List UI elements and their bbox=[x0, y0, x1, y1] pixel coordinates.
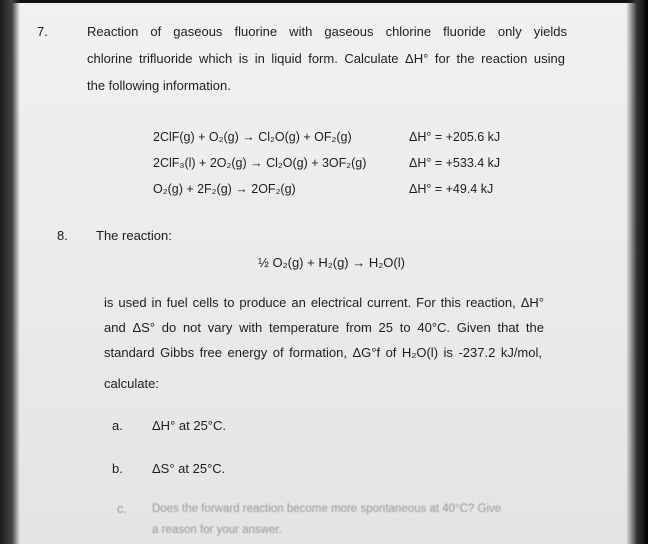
equation-2: 2ClF₃(l) + 2O₂(g) → Cl₂O(g) + 3OF₂(g) bbox=[153, 156, 367, 170]
part-c-text-line-2: a reason for your answer. bbox=[152, 524, 282, 536]
part-b-label: b. bbox=[112, 461, 123, 476]
question-7-line-1: Reaction of gaseous fluorine with gaseous chlorine fluoride only yields bbox=[87, 24, 567, 39]
question-8-paragraph-line-4: calculate: bbox=[104, 376, 159, 391]
question-8-intro: The reaction: bbox=[96, 228, 172, 243]
part-b-text: ΔS° at 25°C. bbox=[152, 461, 226, 476]
equation-2-enthalpy: ΔH° = +533.4 kJ bbox=[409, 156, 501, 170]
equation-1: 2ClF(g) + O₂(g) → Cl₂O(g) + OF₂(g) bbox=[153, 130, 352, 144]
page-edge-left bbox=[0, 0, 20, 544]
equation-1-enthalpy: ΔH° = +205.6 kJ bbox=[409, 130, 501, 144]
equation-3-enthalpy: ΔH° = +49.4 kJ bbox=[409, 182, 494, 196]
part-a-label: a. bbox=[112, 418, 123, 433]
equation-3: O₂(g) + 2F₂(g) → 2OF₂(g) bbox=[153, 182, 296, 196]
question-8-paragraph-line-3: standard Gibbs free energy of formation, ΔG°f of H₂O(l) is -237.2 kJ/mol, bbox=[104, 345, 542, 360]
part-a-text: ΔH° at 25°C. bbox=[152, 418, 226, 433]
part-c-text-line-1: Does the forward reaction become more spontaneous at 40°C? Give bbox=[152, 503, 502, 515]
question-7-line-2: chlorine trifluoride which is in liquid form. Calculate ΔH° for the reaction using bbox=[87, 51, 565, 66]
part-c-label: c. bbox=[117, 501, 128, 516]
question-7-line-3: the following information. bbox=[87, 78, 231, 93]
question-8-paragraph-line-1: is used in fuel cells to produce an electrical current. For this reaction, ΔH° bbox=[104, 295, 544, 310]
question-8-reaction: ½ O₂(g) + H₂(g) → H₂O(l) bbox=[258, 255, 405, 270]
page-edge-top bbox=[0, 0, 648, 3]
page-edge-right bbox=[626, 0, 648, 544]
question-8-paragraph-line-2: and ΔS° do not vary with temperature from 25 to 40°C. Given that the bbox=[104, 320, 544, 335]
question-7-number: 7. bbox=[37, 24, 48, 39]
question-8-number: 8. bbox=[57, 228, 68, 243]
